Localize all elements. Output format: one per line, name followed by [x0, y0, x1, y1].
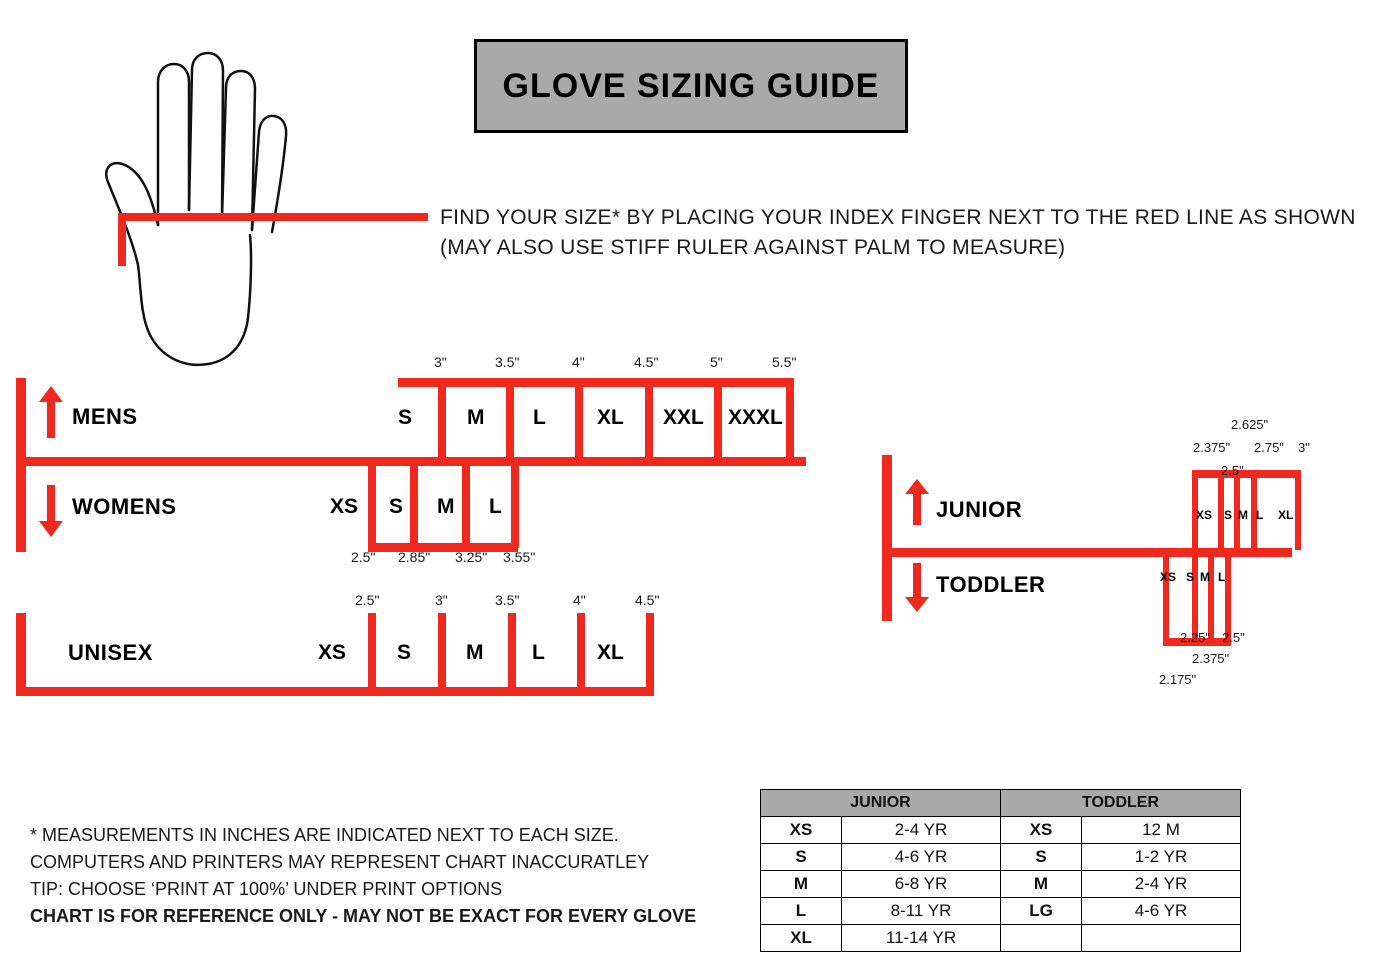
unisex-tick-m — [508, 613, 516, 691]
mens-tick-l — [575, 378, 583, 458]
table-row — [761, 871, 1241, 898]
hand-measure-line — [118, 213, 428, 221]
age-table-header-junior: JUNIOR — [761, 790, 1001, 817]
mens-size-0: S — [398, 406, 413, 429]
mens-size-3: XL — [597, 406, 624, 429]
junior-meas-4: 3" — [1298, 440, 1310, 455]
junior-row-0-age: 2-4 YR — [842, 817, 1001, 844]
table-row — [761, 898, 1241, 925]
junior-meas-1: 2.5" — [1221, 463, 1244, 478]
womens-bottom-rail — [368, 543, 518, 552]
toddler-row-2-size: M — [1001, 871, 1082, 898]
womens-size-1: S — [389, 495, 404, 518]
junior-size-3: L — [1256, 508, 1264, 522]
mens-arrow-head-icon — [39, 386, 63, 402]
junior-meas-3: 2.75" — [1254, 440, 1284, 455]
unisex-meas-0: 2.5" — [355, 592, 380, 608]
womens-tick-xs — [368, 458, 376, 548]
junior-size-0: XS — [1196, 508, 1213, 522]
mens-meas-1: 3.5" — [495, 354, 520, 370]
toddler-row-0-age: 12 M — [1082, 817, 1241, 844]
unisex-meas-4: 4.5" — [635, 592, 660, 608]
junior-row-3-size: L — [761, 898, 842, 925]
womens-label: WOMENS — [72, 494, 177, 519]
womens-size-0: XS — [330, 495, 359, 518]
toddler-meas-3: 2.5" — [1222, 630, 1245, 645]
womens-size-2: M — [437, 495, 455, 518]
mens-meas-5: 5.5" — [772, 354, 797, 370]
unisex-size-4: XL — [597, 641, 624, 664]
womens-meas-1: 2.85" — [398, 549, 431, 565]
toddler-row-1-size: S — [1001, 844, 1082, 871]
toddler-row-3-size: LG — [1001, 898, 1082, 925]
womens-size-3: L — [489, 495, 502, 518]
age-table-header-row — [761, 790, 1241, 817]
unisex-meas-2: 3.5" — [495, 592, 520, 608]
unisex-tick-s — [438, 613, 446, 691]
junior-meas-0: 2.375" — [1193, 440, 1231, 455]
toddler-tick-l — [1225, 549, 1231, 641]
womens-meas-3: 3.55" — [503, 549, 536, 565]
mens-tick-m — [506, 378, 514, 458]
age-table-header-toddler: TODDLER — [1001, 790, 1241, 817]
toddler-arrow-down — [913, 563, 921, 598]
mens-size-1: M — [467, 406, 485, 429]
unisex-label: UNISEX — [68, 640, 153, 665]
womens-tick-m — [462, 458, 470, 548]
mens-meas-4: 5" — [710, 354, 723, 370]
toddler-row-1-age: 1-2 YR — [1082, 844, 1241, 871]
junior-row-2-size: M — [761, 871, 842, 898]
unisex-size-2: M — [466, 641, 484, 664]
unisex-size-1: S — [397, 641, 412, 664]
womens-arrow-head-icon — [39, 521, 63, 537]
toddler-tick-m — [1208, 549, 1214, 641]
toddler-size-1: S — [1186, 570, 1195, 584]
junior-row-3-age: 8-11 YR — [842, 898, 1001, 925]
age-table — [760, 789, 1241, 952]
unisex-left-bar — [16, 613, 26, 696]
table-row — [761, 817, 1241, 844]
toddler-meas-0: 2.175" — [1159, 672, 1197, 687]
table-row — [761, 844, 1241, 871]
mens-tick-xxl — [714, 378, 722, 458]
footnote-line-2: COMPUTERS AND PRINTERS MAY REPRESENT CHART INACCURATLEY — [30, 852, 650, 872]
mens-meas-2: 4" — [572, 354, 585, 370]
unisex-size-0: XS — [318, 641, 347, 664]
womens-tick-s — [410, 458, 418, 548]
unisex-tick-xs — [368, 613, 376, 691]
toddler-row-2-age: 2-4 YR — [1082, 871, 1241, 898]
unisex-tick-l — [577, 613, 585, 691]
mens-size-2: L — [533, 406, 546, 429]
mens-label: MENS — [72, 404, 138, 429]
footnote-line-1: * MEASUREMENTS IN INCHES ARE INDICATED NEXT TO EACH SIZE. — [30, 825, 619, 845]
womens-meas-2: 3.25" — [455, 549, 488, 565]
toddler-arrow-head-icon — [905, 597, 929, 612]
instructions — [440, 203, 1390, 264]
junior-row-4-size: XL — [761, 925, 842, 952]
mens-top-rail — [398, 378, 794, 387]
toddler-row-0-size: XS — [1001, 817, 1082, 844]
unisex-tick-xl — [646, 613, 654, 691]
mens-size-5: XXXL — [728, 406, 783, 429]
mens-meas-0: 3" — [434, 354, 447, 370]
junior-row-0-size: XS — [761, 817, 842, 844]
unisex-meas-3: 4" — [573, 592, 586, 608]
womens-meas-0: 2.5" — [351, 549, 376, 565]
mens-arrow-up — [47, 398, 55, 438]
mens-size-4: XXL — [663, 406, 704, 429]
unisex-axis — [16, 687, 654, 696]
toddler-label: TODDLER — [936, 572, 1046, 597]
junior-arrow-up — [913, 490, 921, 525]
junior-size-2: M — [1238, 508, 1248, 522]
toddler-size-3: L — [1218, 570, 1226, 584]
mens-tick-xxxl — [786, 378, 794, 458]
womens-arrow-down — [47, 485, 55, 523]
junior-size-4: XL — [1278, 508, 1294, 522]
junior-row-4-age: 11-14 YR — [842, 925, 1001, 952]
page-title: GLOVE SIZING GUIDE — [502, 66, 880, 105]
instructions-line-1: FIND YOUR SIZE* BY PLACING YOUR INDEX FINGER NEXT TO THE RED LINE AS SHOWN — [440, 206, 1356, 229]
junior-size-1: S — [1224, 508, 1233, 522]
junior-tick-xl — [1295, 470, 1301, 550]
toddler-row-4-size — [1001, 925, 1082, 952]
junior-row-1-age: 4-6 YR — [842, 844, 1001, 871]
toddler-meas-2: 2.375" — [1192, 651, 1230, 666]
junior-label: JUNIOR — [936, 497, 1023, 522]
mens-tick-s — [438, 378, 446, 458]
toddler-row-4-age — [1082, 925, 1241, 952]
footnote-line-4: CHART IS FOR REFERENCE ONLY - MAY NOT BE EXACT FOR EVERY GLOVE — [30, 906, 697, 926]
toddler-meas-1: 2.25" — [1180, 630, 1210, 645]
toddler-row-3-age: 4-6 YR — [1082, 898, 1241, 925]
mens-tick-xl — [645, 378, 653, 458]
table-row — [761, 925, 1241, 952]
footnote-line-3: TIP: CHOOSE ‘PRINT AT 100%’ UNDER PRINT OPTIONS — [30, 879, 503, 899]
womens-tick-l — [511, 458, 519, 548]
junior-meas-2: 2.625" — [1231, 417, 1269, 432]
unisex-meas-1: 3" — [435, 592, 448, 608]
page-title-box — [474, 39, 908, 133]
toddler-size-0: XS — [1160, 570, 1177, 584]
junior-row-2-age: 6-8 YR — [842, 871, 1001, 898]
junior-arrow-head-icon — [905, 479, 929, 494]
unisex-size-3: L — [532, 641, 545, 664]
toddler-tick-s — [1192, 549, 1198, 641]
junior-toddler-left-bar — [882, 455, 892, 621]
mens-meas-3: 4.5" — [634, 354, 659, 370]
footnote — [30, 822, 730, 930]
toddler-size-2: M — [1200, 570, 1210, 584]
toddler-tick-xs — [1163, 549, 1169, 641]
junior-row-1-size: S — [761, 844, 842, 871]
junior-top-rail — [1192, 470, 1300, 478]
instructions-line-2: (MAY ALSO USE STIFF RULER AGAINST PALM TO MEASURE) — [440, 236, 1066, 260]
